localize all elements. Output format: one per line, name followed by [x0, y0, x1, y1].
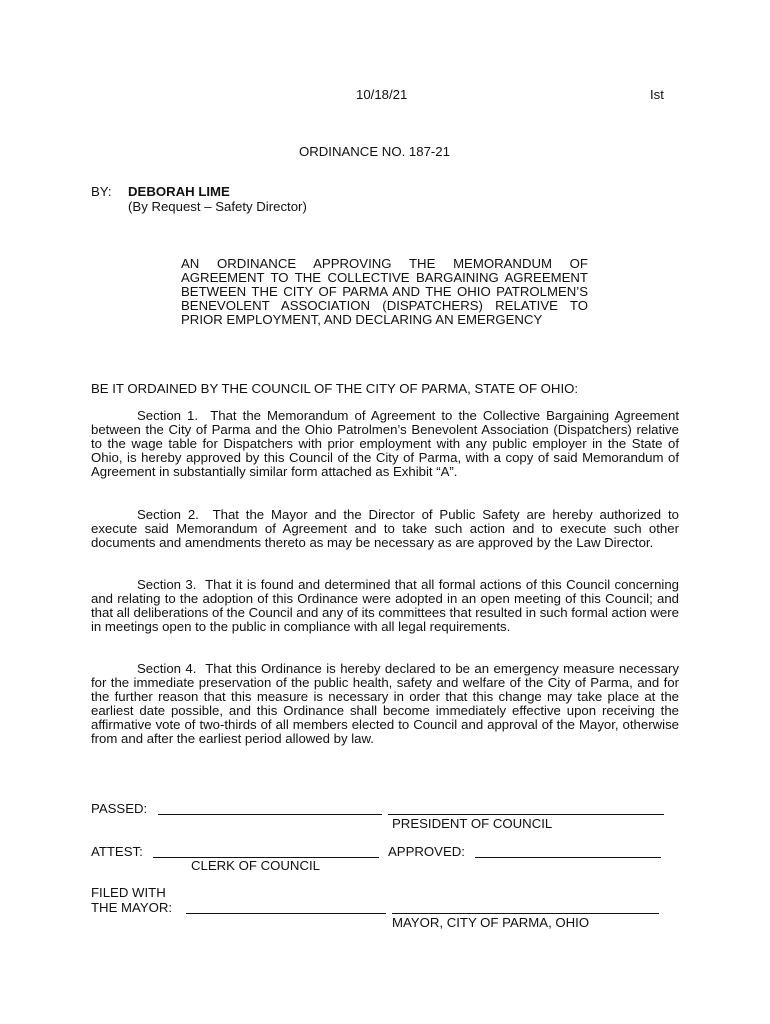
section-3-heading: Section 3.	[137, 577, 197, 592]
attest-label: ATTEST:	[91, 844, 143, 859]
president-label: PRESIDENT OF COUNCIL	[392, 816, 553, 831]
passed-label: PASSED:	[91, 801, 148, 816]
section-1-heading: Section 1.	[137, 408, 199, 423]
section-2	[91, 508, 679, 550]
mayor-label: MAYOR, CITY OF PARMA, OHIO	[392, 915, 590, 930]
section-1-text: That the Memorandum of Agreement to the Collective Bargaining Agreement between the City of Parma and the Ohio Patrolmen’s Benevolent Association (Dispatchers) relative to the wage table for Dispatchers with prior employment with any public employer in the State of Ohio, is hereby approved by this Council of the City of Parma, with a copy of said Memorandum of Agreement in substantially similar form attached as Exhibit “A”.	[91, 408, 679, 479]
section-3-text: That it is found and determined that all formal actions of this Council concerning and relating to the adoption of this Ordinance were adopted in an open meeting of this Council; and that all deliberations of the Council and any of its committees that resulted in such formal action were in meetings open to the public in compliance with all legal requirements.	[91, 577, 680, 634]
clerk-signature-line[interactable]	[153, 845, 379, 858]
sponsor-name: DEBORAH LIME	[128, 184, 230, 199]
president-signature-line[interactable]	[388, 802, 664, 815]
passed-date-line[interactable]	[158, 802, 382, 815]
ordinance-title: ORDINANCE NO. 187-21	[299, 144, 450, 159]
section-4-heading: Section 4.	[137, 661, 197, 676]
mayor-signature-line[interactable]	[392, 901, 659, 914]
the-mayor-label: THE MAYOR:	[91, 900, 173, 915]
enacting-clause: BE IT ORDAINED BY THE COUNCIL OF THE CITY OF PARMA, STATE OF OHIO:	[91, 381, 579, 396]
section-4-text: That this Ordinance is hereby declared to be an emergency measure necessary for the immediate preservation of the public health, safety and welfare of the City of Parma, and for the further reason that this measure is necessary in order that this change may take place at the earliest date possible, and this Ordinance shall become immediately effective upon receiving the affirmative vote of two-thirds of all members elected to Council and approval of the Mayor, otherwise from and after the earliest period allowed by law.	[91, 661, 679, 746]
filed-with-label: FILED WITH	[91, 885, 166, 900]
section-3	[91, 578, 679, 634]
section-2-text: That the Mayor and the Director of Public Safety are hereby authorized to execute said Memorandum of Agreement and to take such action and to execute such other documents and amendments thereto as may be necessary as are approved by the Law Director.	[91, 507, 679, 550]
document-date: 10/18/21	[356, 87, 408, 102]
filed-date-line[interactable]	[186, 901, 386, 914]
reading-marker: Ist	[650, 87, 664, 102]
approved-label: APPROVED:	[388, 844, 465, 859]
clerk-label: CLERK OF COUNCIL	[191, 858, 320, 873]
section-1	[91, 409, 679, 479]
section-2-heading: Section 2.	[137, 507, 199, 522]
by-label: BY:	[91, 184, 112, 199]
approved-date-line[interactable]	[475, 845, 661, 858]
sponsor-request: (By Request – Safety Director)	[128, 199, 307, 214]
ordinance-caption: AN ORDINANCE APPROVING THE MEMORANDUM OF AGREEMENT TO THE COLLECTIVE BARGAINING AGREEMENT BETWEEN THE CITY OF PARMA AND THE OHIO PATROLMEN’S BENEVOLENT ASSOCIATION (DISPATCHERS) RELATIVE TO PRIOR EMPLOYMENT, AND DECLARING AN EMERGENCY	[181, 256, 588, 327]
section-4	[91, 662, 679, 746]
